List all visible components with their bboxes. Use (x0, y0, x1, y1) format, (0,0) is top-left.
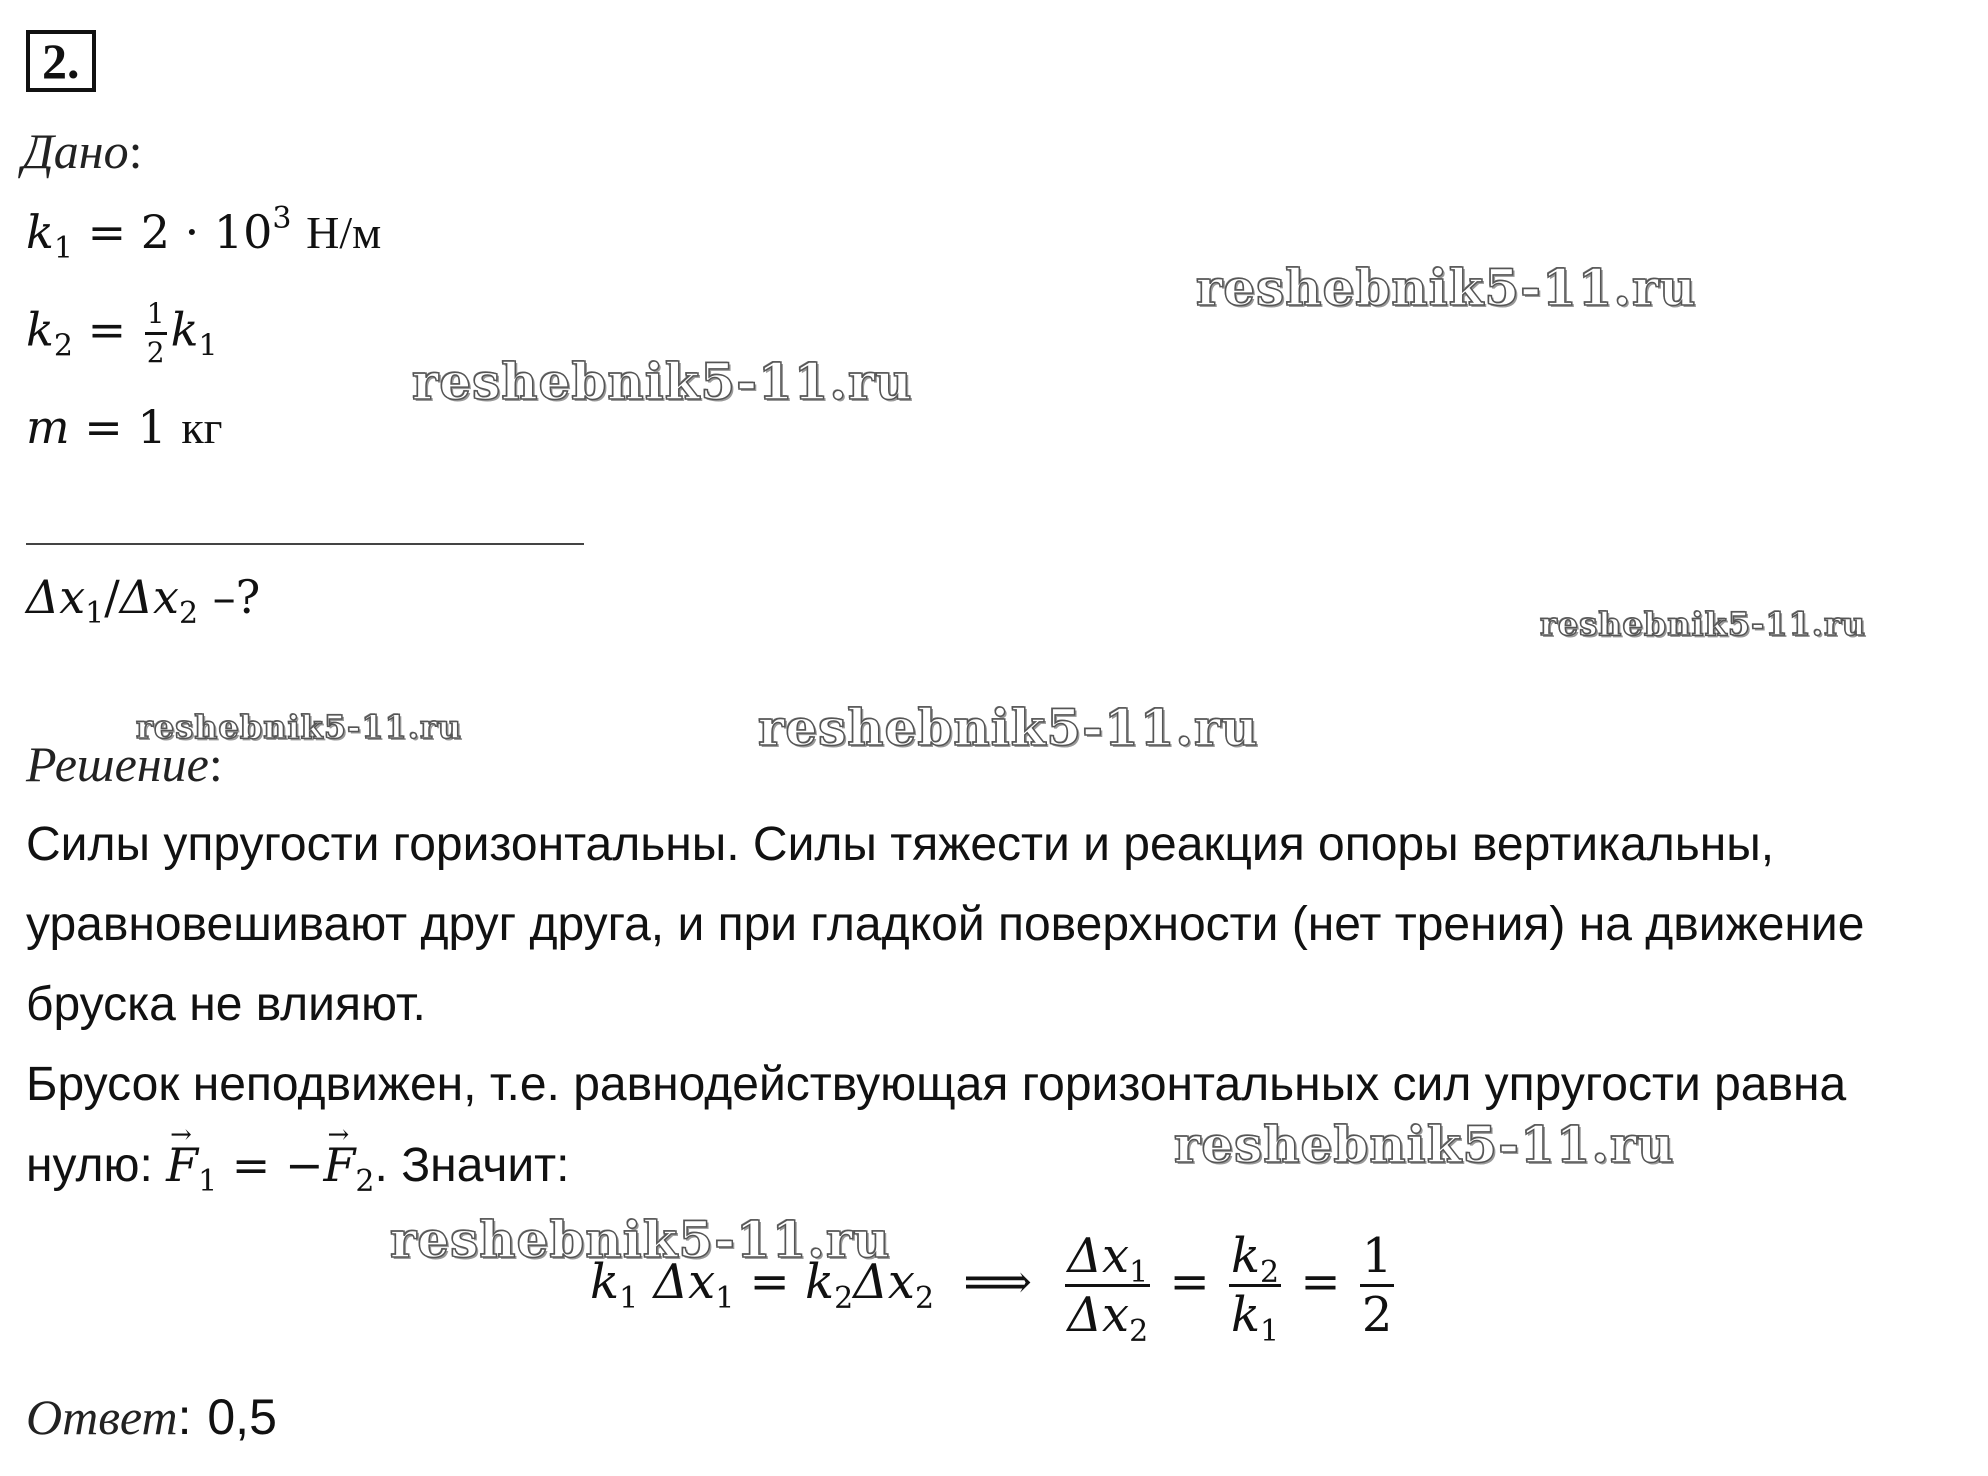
given-heading-label: Дано (22, 123, 129, 179)
watermark: reshebnik5-11.ru (390, 1210, 891, 1269)
solution-heading-label: Решение (26, 736, 209, 792)
main-equation: $k_1$ $\Delta x_1 = k_2\Delta x_2$ ⟹ $\frac{\Delta x_1}{\Delta x_2}$ = $\frac{k_2}{k_1}$ = $\frac{1}{2}$ (590, 1228, 1393, 1349)
problem-number: 2. (26, 30, 96, 92)
given-k2: $k_2$ = $\frac{1}{2}$ $k_1$ (26, 297, 218, 369)
mass-unit: кг (181, 402, 223, 453)
watermark: reshebnik5-11.ru (1540, 605, 1867, 643)
find-suffix: –? (212, 570, 261, 624)
find-quantity: $\Delta x_1/\Delta x_2$ –? (26, 570, 261, 631)
answer-colon: : (177, 1389, 192, 1445)
k1-unit: Н/м (306, 207, 382, 258)
solution-heading-colon: : (208, 736, 223, 792)
watermark: reshebnik5-11.ru (1174, 1115, 1675, 1174)
watermark: reshebnik5-11.ru (136, 708, 463, 746)
answer-heading: Ответ (26, 1389, 178, 1445)
paragraph-2-start: Брусок неподвижен, т.е. равнодействующая горизонтальных сил упругости равна нулю: (26, 1058, 1847, 1192)
watermark: reshebnik5-11.ru (1196, 258, 1697, 317)
fraction-k-ratio: $\frac{k_2}{k_1}$ (1230, 1228, 1280, 1349)
fraction-dx-ratio: $\frac{\Delta x_1}{\Delta x_2}$ (1067, 1228, 1149, 1349)
given-heading-colon: : (128, 123, 143, 179)
given-mass: m = 1 кг (26, 400, 223, 454)
given-divider (26, 543, 584, 545)
solution-paragraph-1: Силы упругости горизонтальны. Силы тяжести и реакция опоры вертикальны, уравновешивают друг друга, и при гладкой поверхности (нет трения) на движение бруска не влияют. (26, 818, 1865, 1031)
force-equation: → $F_1$ = −→ $F_2$ (166, 1138, 374, 1192)
answer-value: 0,5 (207, 1389, 277, 1445)
watermark: reshebnik5-11.ru (758, 698, 1259, 757)
paragraph-2-end: . Значит: (374, 1139, 570, 1192)
given-heading (22, 122, 143, 180)
fraction-one-half: $\frac{1}{2}$ (146, 297, 165, 369)
given-k1: $k_1 = 2 \cdot 10^3$ Н/м (26, 201, 382, 266)
answer-line (26, 1388, 277, 1446)
watermark: reshebnik5-11.ru (412, 352, 913, 411)
fraction-result: $\frac{1}{2}$ (1361, 1228, 1393, 1343)
